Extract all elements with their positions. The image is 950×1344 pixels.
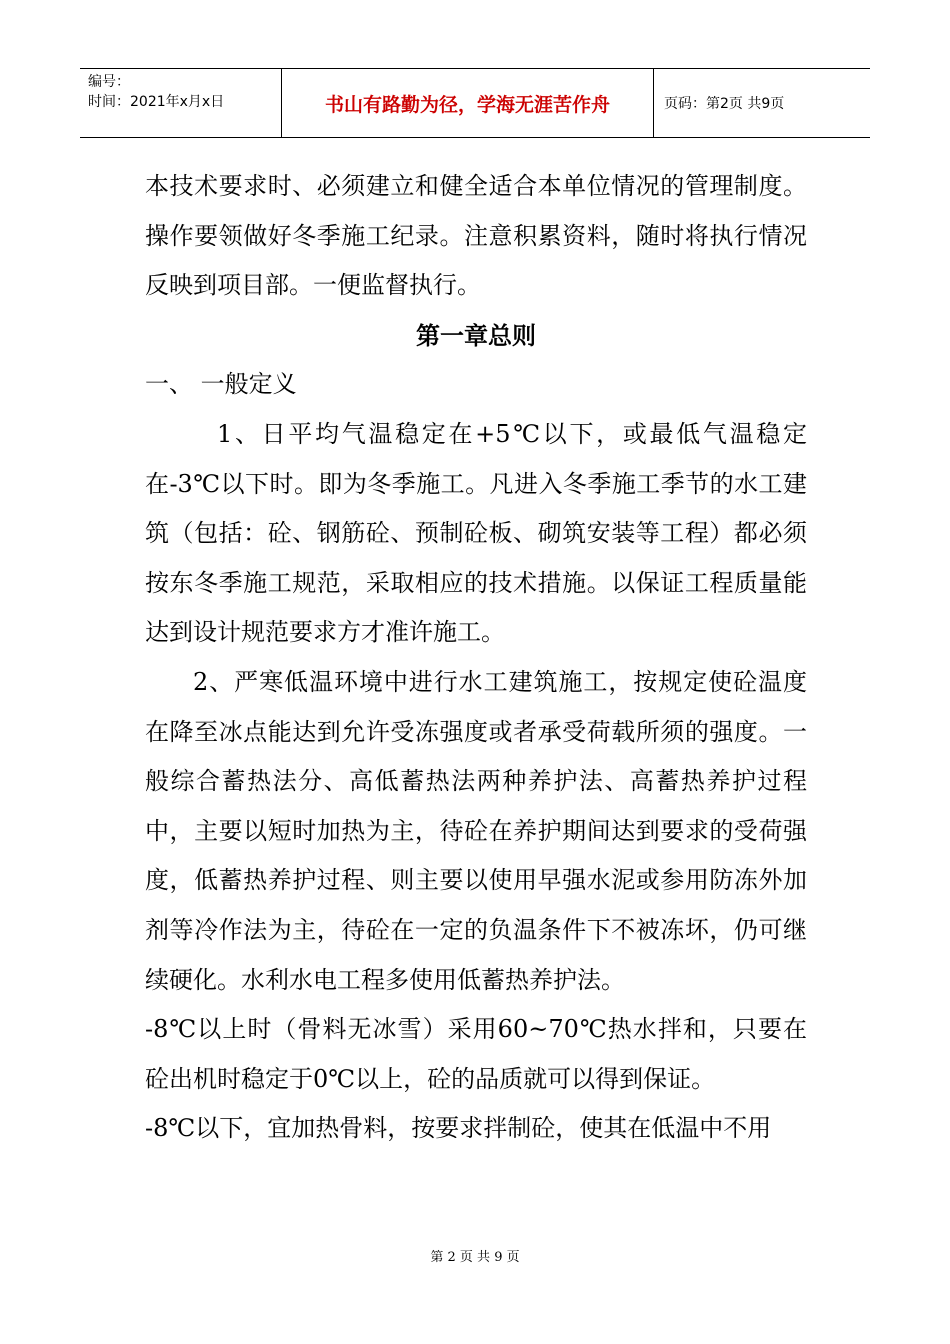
section-title: 一、 一般定义 [145,370,297,399]
chapter-title: 第一章总则 [416,320,536,350]
paragraph-definition-1: 1、日平均气温稳定在+5℃以下，或最低气温稳定在-3℃以下时。即为冬季施工。凡进入冬季施工季节的水工建筑（包括：砼、钢筋砼、预制砼板、砌筑安装等工程）都必须按东冬季施工规范，采取相应的技术措施。以保证工程质量能达到设计规范要求方才准许施工。 [145,419,807,647]
paragraph-definition-2: 2、严寒低温环境中进行水工建筑施工，按规定使砼温度在降至冰点能达到允许受冻强度或者承受荷载所须的强度。一般综合蓄热法分、高低蓄热法两种养护法、高蓄热养护过程中，主要以短时加热为主，待砼在养护期间达到要求的受荷强度，低蓄热养护过程、则主要以使用早强水泥或参用防冻外加剂等冷作法为主，待砼在一定的负温条件下不被冻坏，仍可继续硬化。水利水电工程多使用低蓄热养护法。 [145,667,807,994]
paragraph-continued: 本技术要求时、必须建立和健全适合本单位情况的管理制度。操作要领做好冬季施工纪录。注意积累资料，随时将执行情况反映到项目部。一便监督执行。 [145,172,807,300]
document-body [145,162,807,1154]
paragraph-above-minus-8: -8℃以上时（骨料无冰雪）采用60~70℃热水拌和，只要在砼出机时稳定于0℃以上，砼的品质就可以得到保证。 [145,1015,807,1093]
page-header [80,68,870,138]
document-time-label: 时间：2021年x月x日 [88,94,225,110]
header-page-number: 页码：第2页 共9页 [664,96,785,112]
header-info-cell [80,69,282,137]
page-footer: 第 2 页 共 9 页 [430,1250,520,1265]
header-motto: 书山有路勤为径，学海无涯苦作舟 [282,69,654,137]
paragraph-below-minus-8: -8℃以下，宜加热骨料，按要求拌制砼，使其在低温中不用 [145,1114,772,1143]
document-number-label: 编号： [88,74,130,90]
